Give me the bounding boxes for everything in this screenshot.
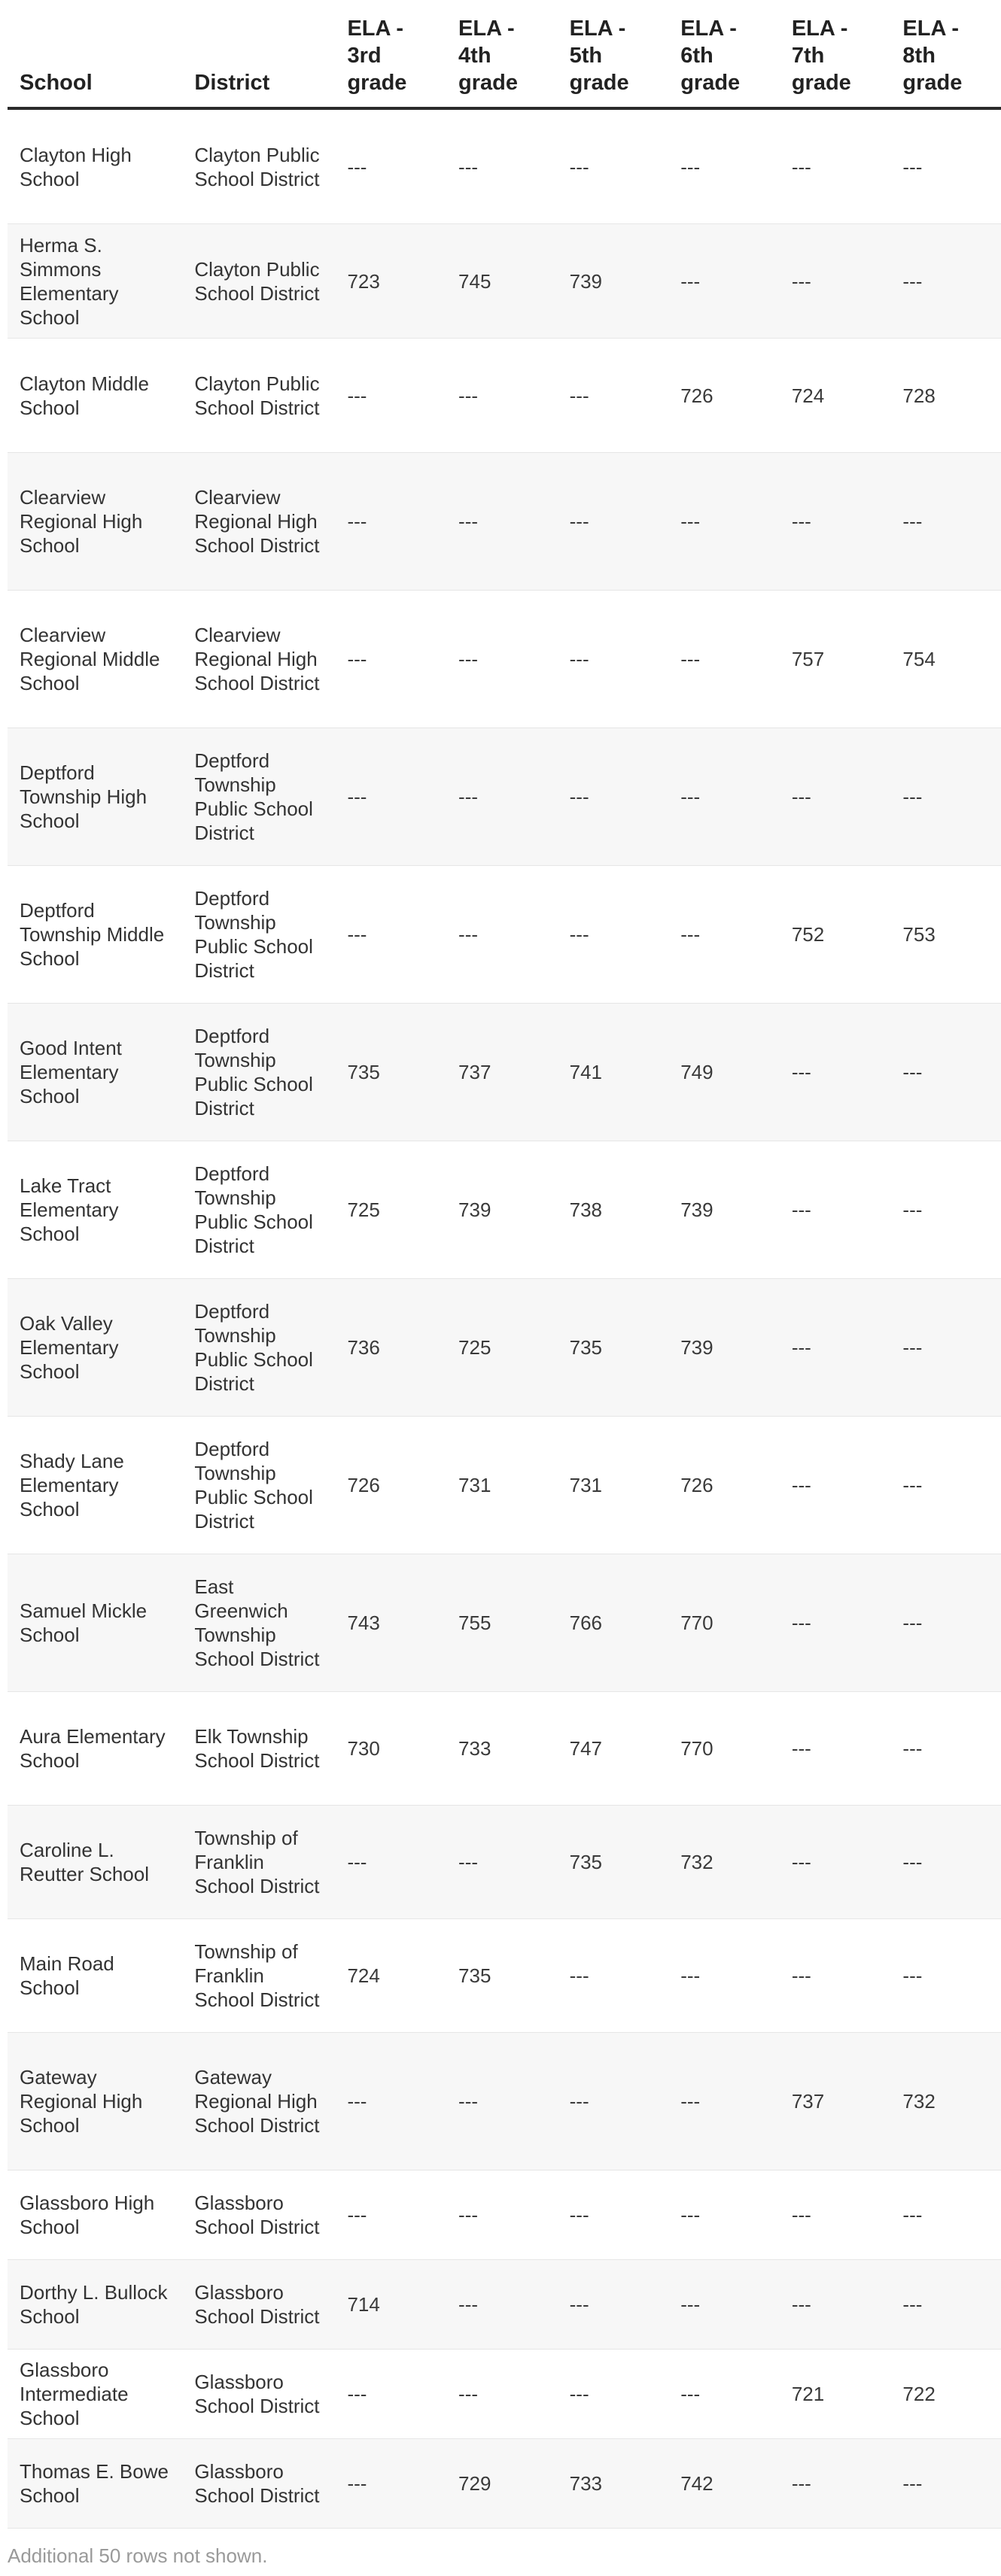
cell-ela-4th: 735 xyxy=(446,1919,558,2033)
cell-ela-5th: --- xyxy=(558,2033,669,2170)
table-row xyxy=(8,108,1001,224)
cell-ela-4th: --- xyxy=(446,339,558,453)
cell-ela-3rd: --- xyxy=(335,2350,446,2439)
cell-ela-6th: --- xyxy=(668,591,780,728)
scores-table xyxy=(8,0,1001,2529)
cell-ela-5th: 747 xyxy=(558,1692,669,1806)
cell-district: Clearview Regional High School District xyxy=(182,453,335,591)
cell-school: Clayton Middle School xyxy=(8,339,182,453)
cell-ela-8th: 722 xyxy=(890,2350,1001,2439)
cell-ela-6th: --- xyxy=(668,2033,780,2170)
cell-school: Oak Valley Elementary School xyxy=(8,1279,182,1417)
cell-ela-4th: --- xyxy=(446,866,558,1004)
cell-ela-3rd: 724 xyxy=(335,1919,446,2033)
cell-ela-6th: --- xyxy=(668,2350,780,2439)
cell-ela-5th: --- xyxy=(558,1919,669,2033)
cell-school: Clearview Regional Middle School xyxy=(8,591,182,728)
cell-ela-5th: 735 xyxy=(558,1279,669,1417)
cell-school: Herma S. Simmons Elementary School xyxy=(8,224,182,339)
cell-ela-3rd: --- xyxy=(335,108,446,224)
cell-ela-4th: 729 xyxy=(446,2439,558,2529)
cell-ela-8th: --- xyxy=(890,224,1001,339)
cell-school: Caroline L. Reutter School xyxy=(8,1806,182,1919)
cell-district: Elk Township School District xyxy=(182,1692,335,1806)
cell-school: Clayton High School xyxy=(8,108,182,224)
cell-ela-7th: --- xyxy=(780,1141,891,1279)
cell-ela-5th: --- xyxy=(558,453,669,591)
cell-ela-6th: 770 xyxy=(668,1692,780,1806)
cell-ela-7th: --- xyxy=(780,2439,891,2529)
cell-ela-3rd: 743 xyxy=(335,1554,446,1692)
cell-ela-6th: --- xyxy=(668,866,780,1004)
cell-ela-3rd: --- xyxy=(335,2439,446,2529)
cell-ela-4th: --- xyxy=(446,108,558,224)
cell-ela-4th: --- xyxy=(446,728,558,866)
cell-district: Glassboro School District xyxy=(182,2260,335,2350)
table-row xyxy=(8,2170,1001,2260)
cell-district: Deptford Township Public School District xyxy=(182,1141,335,1279)
cell-ela-6th: --- xyxy=(668,453,780,591)
cell-ela-4th: 731 xyxy=(446,1417,558,1554)
cell-ela-6th: --- xyxy=(668,2260,780,2350)
cell-ela-3rd: 723 xyxy=(335,224,446,339)
column-header-ela-4th-grade[interactable]: ELA - 4th grade xyxy=(446,0,558,108)
cell-ela-6th: 726 xyxy=(668,339,780,453)
cell-ela-7th: 752 xyxy=(780,866,891,1004)
cell-ela-5th: --- xyxy=(558,728,669,866)
cell-ela-6th: --- xyxy=(668,108,780,224)
cell-ela-6th: 739 xyxy=(668,1279,780,1417)
cell-ela-8th: --- xyxy=(890,108,1001,224)
cell-ela-7th: --- xyxy=(780,1806,891,1919)
column-header-ela-7th-grade[interactable]: ELA - 7th grade xyxy=(780,0,891,108)
cell-ela-7th: --- xyxy=(780,453,891,591)
cell-ela-5th: --- xyxy=(558,2260,669,2350)
cell-ela-3rd: --- xyxy=(335,728,446,866)
cell-ela-3rd: 725 xyxy=(335,1141,446,1279)
cell-ela-4th: --- xyxy=(446,1806,558,1919)
cell-ela-7th: 721 xyxy=(780,2350,891,2439)
cell-school: Dorthy L. Bullock School xyxy=(8,2260,182,2350)
cell-ela-3rd: --- xyxy=(335,453,446,591)
cell-ela-5th: --- xyxy=(558,866,669,1004)
cell-ela-7th: --- xyxy=(780,2170,891,2260)
cell-district: Deptford Township Public School District xyxy=(182,1417,335,1554)
cell-ela-7th: --- xyxy=(780,1004,891,1141)
cell-ela-4th: --- xyxy=(446,2260,558,2350)
cell-ela-4th: --- xyxy=(446,2170,558,2260)
cell-district: Clayton Public School District xyxy=(182,224,335,339)
cell-ela-5th: 738 xyxy=(558,1141,669,1279)
cell-ela-5th: --- xyxy=(558,2170,669,2260)
cell-school: Lake Tract Elementary School xyxy=(8,1141,182,1279)
cell-ela-6th: --- xyxy=(668,2170,780,2260)
cell-ela-5th: 731 xyxy=(558,1417,669,1554)
table-row xyxy=(8,1417,1001,1554)
cell-ela-4th: 739 xyxy=(446,1141,558,1279)
cell-ela-4th: 745 xyxy=(446,224,558,339)
cell-ela-3rd: 714 xyxy=(335,2260,446,2350)
cell-district: Township of Franklin School District xyxy=(182,1806,335,1919)
column-header-school[interactable]: School xyxy=(8,0,182,108)
table-row xyxy=(8,2033,1001,2170)
table-row xyxy=(8,1692,1001,1806)
table-row xyxy=(8,224,1001,339)
cell-ela-7th: --- xyxy=(780,2260,891,2350)
cell-district: Township of Franklin School District xyxy=(182,1919,335,2033)
footnote: Additional 50 rows not shown. xyxy=(8,2544,268,2567)
cell-ela-7th: 724 xyxy=(780,339,891,453)
cell-ela-5th: 739 xyxy=(558,224,669,339)
cell-district: East Greenwich Township School District xyxy=(182,1554,335,1692)
table-row xyxy=(8,2439,1001,2529)
cell-ela-8th: --- xyxy=(890,1554,1001,1692)
header-row xyxy=(8,0,1001,108)
cell-ela-7th: --- xyxy=(780,728,891,866)
cell-district: Glassboro School District xyxy=(182,2439,335,2529)
cell-ela-7th: --- xyxy=(780,1279,891,1417)
table-row xyxy=(8,339,1001,453)
cell-school: Thomas E. Bowe School xyxy=(8,2439,182,2529)
cell-ela-3rd: --- xyxy=(335,2033,446,2170)
cell-ela-6th: 739 xyxy=(668,1141,780,1279)
table-body xyxy=(8,108,1001,2529)
cell-school: Deptford Township Middle School xyxy=(8,866,182,1004)
cell-ela-6th: 742 xyxy=(668,2439,780,2529)
cell-ela-4th: --- xyxy=(446,453,558,591)
cell-ela-8th: --- xyxy=(890,1806,1001,1919)
cell-ela-3rd: 736 xyxy=(335,1279,446,1417)
column-header-ela-6th-grade[interactable]: ELA - 6th grade xyxy=(668,0,780,108)
cell-ela-7th: --- xyxy=(780,224,891,339)
cell-ela-7th: 737 xyxy=(780,2033,891,2170)
cell-ela-4th: 725 xyxy=(446,1279,558,1417)
cell-ela-5th: 741 xyxy=(558,1004,669,1141)
table-row xyxy=(8,1806,1001,1919)
cell-district: Clearview Regional High School District xyxy=(182,591,335,728)
cell-ela-5th: --- xyxy=(558,339,669,453)
cell-ela-8th: --- xyxy=(890,2439,1001,2529)
cell-school: Glassboro High School xyxy=(8,2170,182,2260)
cell-ela-3rd: 730 xyxy=(335,1692,446,1806)
cell-district: Clayton Public School District xyxy=(182,108,335,224)
table-row xyxy=(8,1141,1001,1279)
cell-ela-7th: --- xyxy=(780,1919,891,2033)
cell-ela-3rd: --- xyxy=(335,1806,446,1919)
column-header-ela-8th-grade[interactable]: ELA - 8th grade xyxy=(890,0,1001,108)
cell-ela-5th: 735 xyxy=(558,1806,669,1919)
cell-ela-5th: --- xyxy=(558,2350,669,2439)
cell-ela-7th: --- xyxy=(780,108,891,224)
cell-ela-6th: 770 xyxy=(668,1554,780,1692)
table-row xyxy=(8,2350,1001,2439)
cell-district: Clayton Public School District xyxy=(182,339,335,453)
cell-ela-8th: --- xyxy=(890,453,1001,591)
cell-ela-5th: 733 xyxy=(558,2439,669,2529)
cell-district: Gateway Regional High School District xyxy=(182,2033,335,2170)
table-row xyxy=(8,1004,1001,1141)
table-row xyxy=(8,728,1001,866)
cell-ela-4th: --- xyxy=(446,2350,558,2439)
cell-ela-3rd: --- xyxy=(335,866,446,1004)
cell-ela-6th: 749 xyxy=(668,1004,780,1141)
cell-school: Glassboro Intermediate School xyxy=(8,2350,182,2439)
cell-ela-3rd: --- xyxy=(335,339,446,453)
cell-ela-8th: --- xyxy=(890,2170,1001,2260)
cell-ela-8th: --- xyxy=(890,1141,1001,1279)
cell-ela-8th: --- xyxy=(890,1692,1001,1806)
cell-school: Clearview Regional High School xyxy=(8,453,182,591)
table-row xyxy=(8,1919,1001,2033)
cell-ela-6th: 732 xyxy=(668,1806,780,1919)
cell-ela-8th: --- xyxy=(890,1417,1001,1554)
table-row xyxy=(8,453,1001,591)
table-container[interactable] xyxy=(8,0,963,2576)
cell-ela-8th: --- xyxy=(890,1919,1001,2033)
cell-ela-5th: --- xyxy=(558,108,669,224)
cell-district: Deptford Township Public School District xyxy=(182,1004,335,1141)
cell-ela-4th: --- xyxy=(446,2033,558,2170)
column-header-ela-5th-grade[interactable]: ELA - 5th grade xyxy=(558,0,669,108)
cell-district: Glassboro School District xyxy=(182,2350,335,2439)
table-row xyxy=(8,591,1001,728)
cell-ela-7th: --- xyxy=(780,1554,891,1692)
cell-school: Shady Lane Elementary School xyxy=(8,1417,182,1554)
table-row xyxy=(8,1279,1001,1417)
cell-school: Samuel Mickle School xyxy=(8,1554,182,1692)
cell-ela-8th: 728 xyxy=(890,339,1001,453)
cell-ela-4th: 755 xyxy=(446,1554,558,1692)
cell-ela-4th: 733 xyxy=(446,1692,558,1806)
cell-ela-5th: --- xyxy=(558,591,669,728)
cell-ela-8th: 732 xyxy=(890,2033,1001,2170)
cell-ela-8th: --- xyxy=(890,2260,1001,2350)
cell-ela-5th: 766 xyxy=(558,1554,669,1692)
cell-ela-8th: --- xyxy=(890,728,1001,866)
cell-school: Aura Elementary School xyxy=(8,1692,182,1806)
cell-ela-6th: --- xyxy=(668,728,780,866)
cell-school: Deptford Township High School xyxy=(8,728,182,866)
cell-ela-3rd: --- xyxy=(335,591,446,728)
cell-ela-8th: 753 xyxy=(890,866,1001,1004)
cell-ela-7th: --- xyxy=(780,1692,891,1806)
table-row xyxy=(8,866,1001,1004)
column-header-ela-3rd-grade[interactable]: ELA - 3rd grade xyxy=(335,0,446,108)
cell-district: Deptford Township Public School District xyxy=(182,728,335,866)
cell-ela-3rd: 726 xyxy=(335,1417,446,1554)
cell-ela-8th: 754 xyxy=(890,591,1001,728)
cell-school: Good Intent Elementary School xyxy=(8,1004,182,1141)
column-header-district[interactable]: District xyxy=(182,0,335,108)
table-row xyxy=(8,1554,1001,1692)
cell-ela-6th: --- xyxy=(668,1919,780,2033)
cell-ela-3rd: 735 xyxy=(335,1004,446,1141)
cell-ela-6th: 726 xyxy=(668,1417,780,1554)
cell-district: Deptford Township Public School District xyxy=(182,1279,335,1417)
cell-ela-7th: --- xyxy=(780,1417,891,1554)
cell-ela-8th: --- xyxy=(890,1279,1001,1417)
cell-district: Deptford Township Public School District xyxy=(182,866,335,1004)
cell-ela-6th: --- xyxy=(668,224,780,339)
cell-ela-4th: 737 xyxy=(446,1004,558,1141)
cell-ela-4th: --- xyxy=(446,591,558,728)
cell-ela-3rd: --- xyxy=(335,2170,446,2260)
cell-school: Main Road School xyxy=(8,1919,182,2033)
cell-school: Gateway Regional High School xyxy=(8,2033,182,2170)
table-row xyxy=(8,2260,1001,2350)
cell-ela-8th: --- xyxy=(890,1004,1001,1141)
cell-district: Glassboro School District xyxy=(182,2170,335,2260)
cell-ela-7th: 757 xyxy=(780,591,891,728)
